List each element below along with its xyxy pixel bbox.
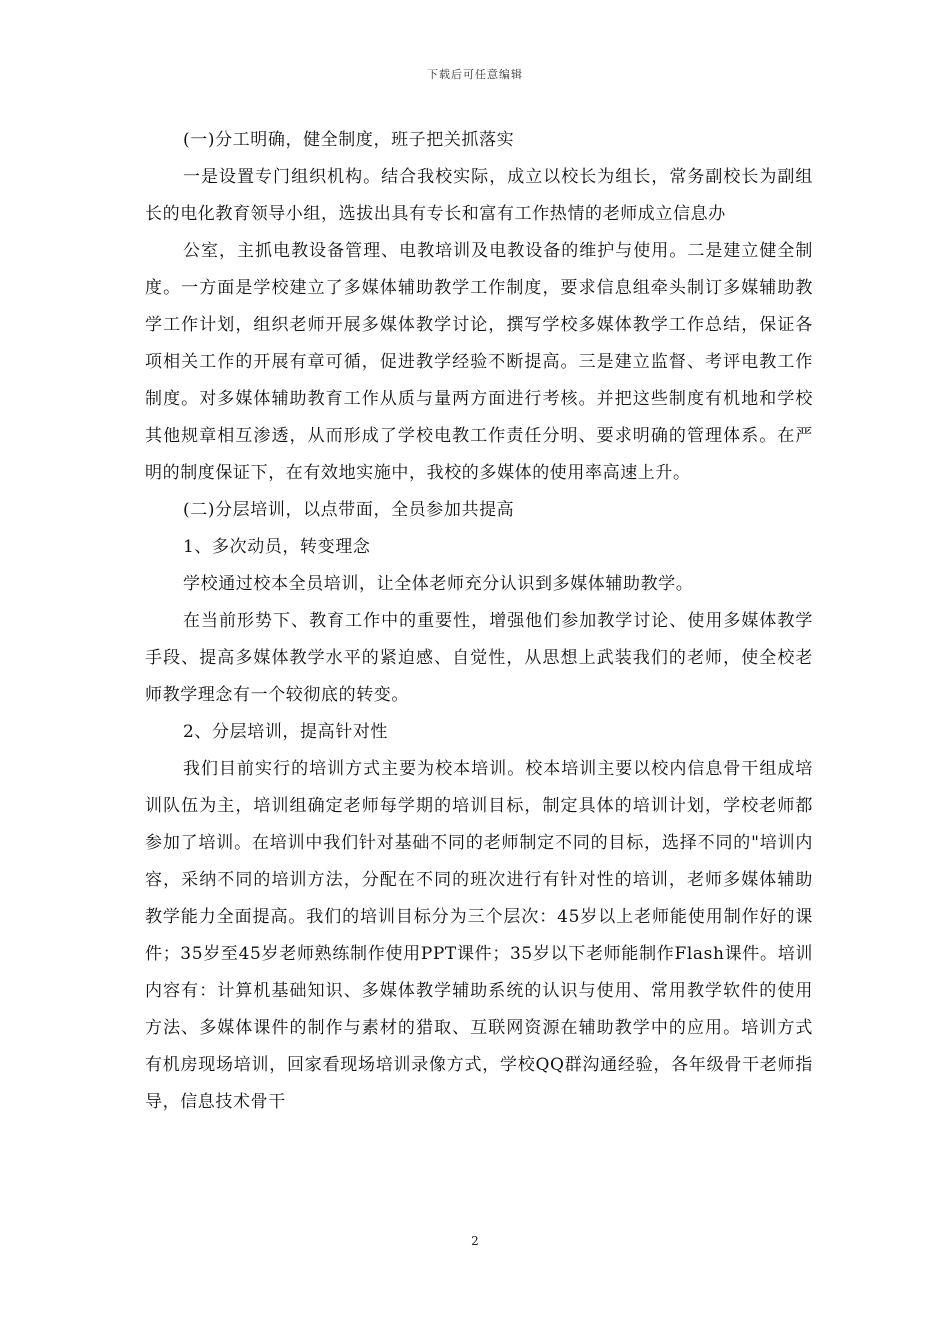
- paragraph: 一是设置专门组织机构。结合我校实际，成立以校长为组长，常务副校长为副组长的电化教育领导小组，选拔出具有专长和富有工作热情的老师成立信息办: [145, 167, 813, 224]
- paragraph: 学校通过校本全员培训，让全体老师充分认识到多媒体辅助教学。: [183, 574, 694, 594]
- document-body: [145, 122, 813, 1121]
- paragraph: 公室，主抓电教设备管理、电教培训及电教设备的维护与使用。二是建立健全制度。一方面是学校建立了多媒体辅助教学工作制度，要求信息组牵头制订多媒辅助教学工作计划，组织老师开展多媒体教学讨论，撰写学校多媒体教学工作总结，保证各项相关工作的开展有章可循，促进教学经验不断提高。三是建立监督、考评电教工作制度。对多媒体辅助教育工作从质与量两方面进行考核。并把这些制度有机地和学校其他规章相互渗透，从而形成了学校电教工作责任分明、要求明确的管理体系。在严明的制度保证下，在有效地实施中，我校的多媒体的使用率高速上升。: [145, 241, 813, 483]
- paragraph: 在当前形势下、教育工作中的重要性，增强他们参加教学讨论、使用多媒体教学手段、提高多媒体教学水平的紧迫感、自觉性，从思想上武装我们的老师，使全校老师教学理念有一个较彻底的转变。: [145, 611, 813, 705]
- section-heading-2: (二)分层培训，以点带面，全员参加共提高: [183, 500, 515, 520]
- section-heading-1: (一)分工明确，健全制度，班子把关抓落实: [183, 130, 515, 150]
- page-number: 2: [471, 1234, 479, 1248]
- subsection-heading-1: 1、多次动员，转变理念: [183, 537, 371, 557]
- subsection-heading-2: 2、分层培训，提高针对性: [183, 722, 389, 742]
- page-header: 下载后可任意编辑: [427, 68, 523, 81]
- paragraph: 我们目前实行的培训方式主要为校本培训。校本培训主要以校内信息骨干组成培训队伍为主，培训组确定老师每学期的培训目标，制定具体的培训计划，学校老师都参加了培训。在培训中我们针对基础不同的老师制定不同的目标，选择不同的"培训内容，采纳不同的培训方法，分配在不同的班次进行有针对性的培训，老师多媒体辅助教学能力全面提高。我们的培训目标分为三个层次：45岁以上老师能使用制作好的课件；35岁至45岁老师熟练制作使用PPT课件；35岁以下老师能制作Flash课件。培训内容有：计算机基础知识、多媒体教学辅助系统的认识与使用、常用教学软件的使用方法、多媒体课件的制作与素材的猎取、互联网资源在辅助教学中的应用。培训方式有机房现场培训，回家看现场培训录像方式，学校QQ群沟通经验，各年级骨干老师指导，信息技术骨干: [145, 759, 813, 1112]
